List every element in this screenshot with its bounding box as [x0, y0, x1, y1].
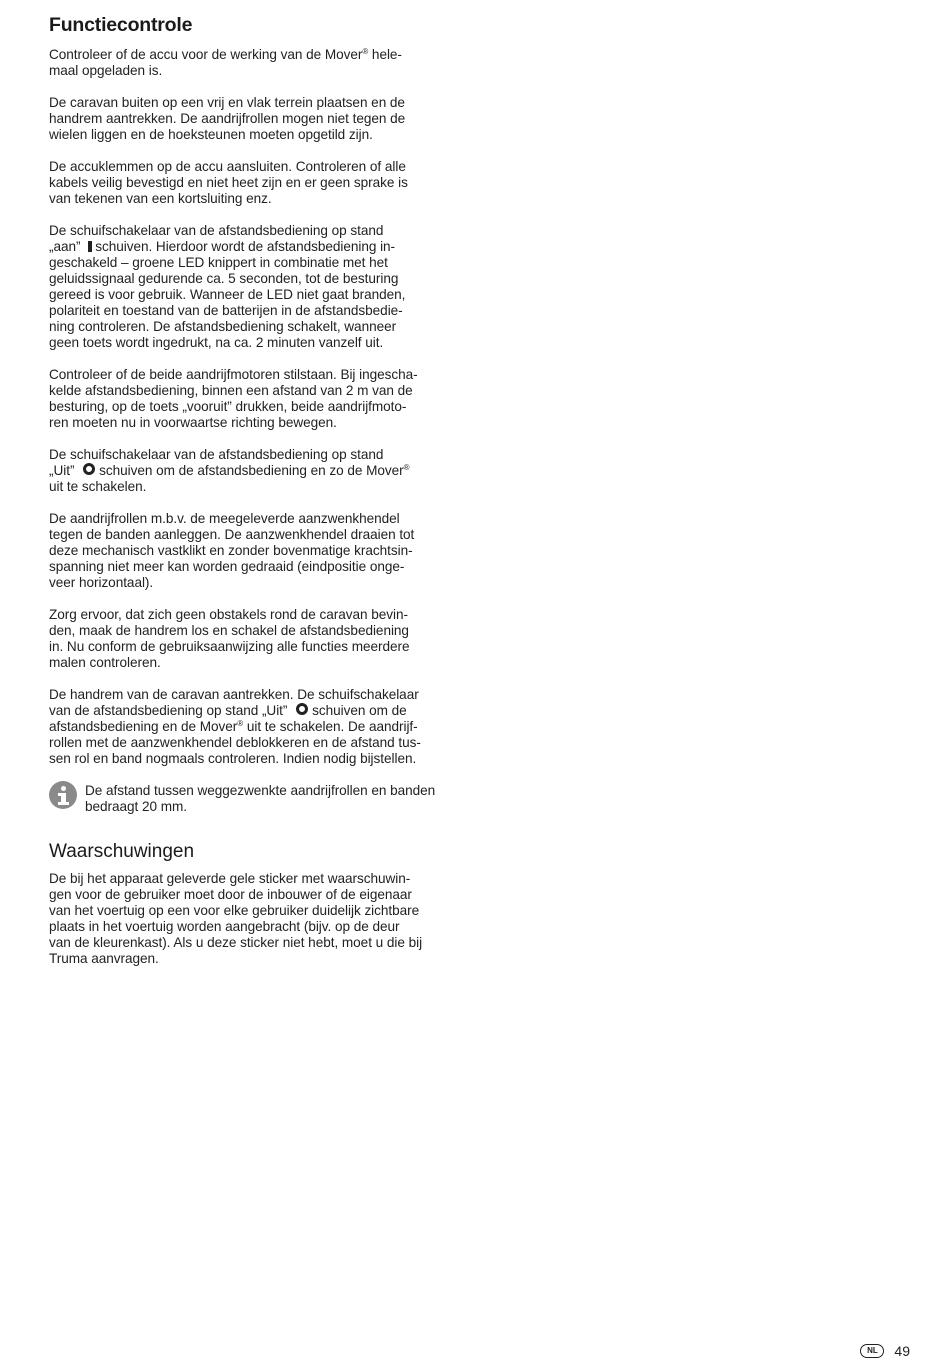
text-line: polariteit en toestand van de batterijen in de afstandsbedie- — [49, 303, 403, 318]
text-line: tegen de banden aanleggen. De aanzwenkhendel draaien tot — [49, 527, 415, 542]
section-heading: Functiecontrole — [49, 14, 193, 36]
text-line: van tekenen van een kortsluiting enz. — [49, 191, 272, 206]
off-symbol-icon — [83, 463, 95, 475]
paragraph-clamps — [49, 159, 479, 207]
text-fragment: „aan” — [49, 239, 85, 254]
manual-page — [49, 14, 479, 983]
paragraph-switch-on — [49, 223, 479, 351]
info-note — [49, 783, 479, 815]
text-fragment: schuiven om de — [312, 703, 407, 718]
text-fragment: „Uit” — [49, 463, 79, 478]
paragraph-motors — [49, 367, 479, 431]
text-line: Truma aanvragen. — [49, 951, 159, 966]
paragraph-placement — [49, 95, 479, 143]
text-line: in. Nu conform de gebruiksaanwijzing alle functies meerdere — [49, 639, 410, 654]
text-line: rollen met de aanzwenkhendel deblokkeren en de afstand tus- — [49, 735, 421, 750]
paragraph-battery — [49, 47, 479, 79]
text-line: sen rol en band nogmaals controleren. Indien nodig bijstellen. — [49, 751, 417, 766]
note-text — [85, 783, 479, 815]
text-line: bedraagt 20 mm. — [85, 799, 188, 814]
text-line: De accuklemmen op de accu aansluiten. Controleren of alle — [49, 159, 406, 174]
text-line: gereed is voor gebruik. Wanneer de LED niet gaat branden, — [49, 287, 406, 302]
language-badge: NL — [860, 1344, 884, 1358]
text-line: De schuifschakelaar van de afstandsbediening op stand — [49, 223, 384, 238]
text-line: kabels veilig bevestigd en niet heet zijn en er geen sprake is — [49, 175, 408, 190]
text-line: afstandsbediening en de Mover® uit te schakelen. De aandrijf- — [49, 719, 418, 734]
page-number: 49 — [894, 1343, 910, 1359]
page-footer — [860, 1343, 910, 1359]
text-line: ren moeten nu in voorwaartse richting bewegen. — [49, 415, 337, 430]
text-line: De aandrijfrollen m.b.v. de meegeleverde aanzwenkhendel — [49, 511, 400, 526]
text-line: De handrem van de caravan aantrekken. De schuifschakelaar — [49, 687, 419, 702]
text-line: geschakeld – groene LED knippert in combinatie met het — [49, 255, 388, 270]
text-line: ning controleren. De afstandsbediening schakelt, wanneer — [49, 319, 397, 334]
off-symbol-icon — [296, 703, 308, 715]
text-line: den, maak de handrem los en schakel de afstandsbediening — [49, 623, 409, 638]
text-line: handrem aantrekken. De aandrijfrollen mogen niet tegen de — [49, 111, 406, 126]
text-line: deze mechanisch vastklikt en zonder bovenmatige krachtsin- — [49, 543, 413, 558]
text-line: plaats in het voertuig worden aangebracht (bijv. op de deur — [49, 919, 400, 934]
text-line: veer horizontaal). — [49, 575, 154, 590]
paragraph-switch-off — [49, 447, 479, 495]
info-icon — [49, 781, 77, 809]
text-line: De caravan buiten op een vrij en vlak terrein plaatsen en de — [49, 95, 405, 110]
text-line: wielen liggen en de hoeksteunen moeten opgetild zijn. — [49, 127, 373, 142]
text-line — [49, 239, 479, 255]
on-symbol-icon — [88, 241, 92, 252]
paragraph-handbrake — [49, 687, 479, 767]
text-line: De schuifschakelaar van de afstandsbediening op stand — [49, 447, 384, 462]
text-fragment: schuiven. Hierdoor wordt de afstandsbediening in- — [95, 239, 396, 254]
text-line: spanning niet meer kan worden gedraaid (eindpositie onge- — [49, 559, 405, 574]
text-line: Controleer of de beide aandrijfmotoren stilstaan. Bij ingescha- — [49, 367, 418, 382]
text-fragment: schuiven om de afstandsbediening en zo de Mover® — [99, 463, 410, 478]
text-fragment: van de afstandsbediening op stand „Uit” — [49, 703, 292, 718]
paragraph-rollers — [49, 511, 479, 591]
text-line: maal opgeladen is. — [49, 63, 163, 78]
text-line: malen controleren. — [49, 655, 161, 670]
text-line — [49, 463, 479, 479]
text-line: Zorg ervoor, dat zich geen obstakels rond de caravan bevin- — [49, 607, 409, 622]
text-line: kelde afstandsbediening, binnen een afstand van 2 m van de — [49, 383, 413, 398]
text-line: De bij het apparaat geleverde gele sticker met waarschuwin- — [49, 871, 411, 886]
text-line: Controleer of de accu voor de werking van de Mover® hele- — [49, 47, 402, 62]
paragraph-obstacles — [49, 607, 479, 671]
text-line — [49, 703, 479, 719]
text-line: van het voertuig op een voor elke gebruiker duidelijk zichtbare — [49, 903, 420, 918]
section-heading-warnings: Waarschuwingen — [49, 841, 195, 862]
text-line: van de kleurenkast). Als u deze sticker niet hebt, moet u die bij — [49, 935, 423, 950]
text-line: uit te schakelen. — [49, 479, 147, 494]
text-line: geluidssignaal gedurende ca. 5 seconden, tot de besturing — [49, 271, 399, 286]
paragraph-warnings — [49, 871, 479, 967]
text-line: De afstand tussen weggezwenkte aandrijfrollen en banden — [85, 783, 436, 798]
text-line: geen toets wordt ingedrukt, na ca. 2 minuten vanzelf uit. — [49, 335, 384, 350]
text-line: besturing, op de toets „vooruit” drukken, beide aandrijfmoto- — [49, 399, 407, 414]
text-line: gen voor de gebruiker moet door de inbouwer of de eigenaar — [49, 887, 412, 902]
